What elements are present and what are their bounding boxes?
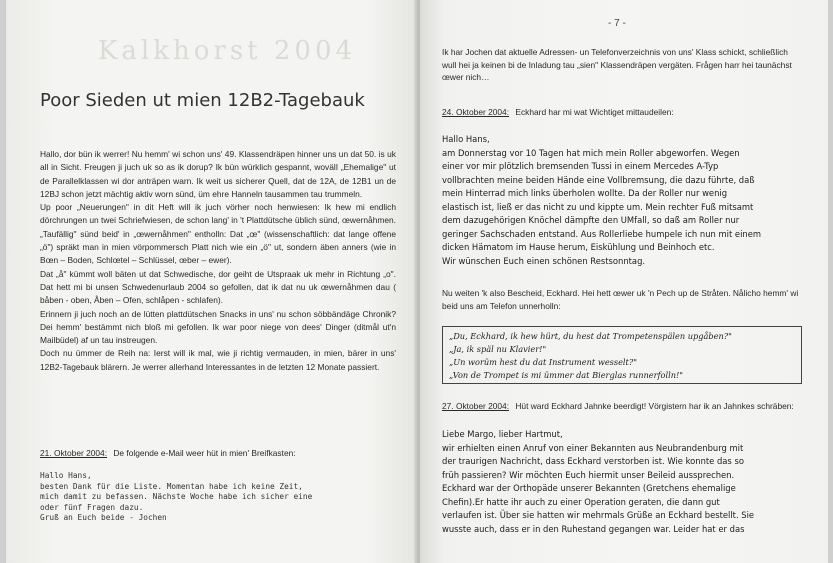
entry-text: De folgende e-Mail weer hüt in mien' Breifkasten: bbox=[113, 448, 296, 458]
entry-date: 24. Oktober 2004: bbox=[442, 107, 510, 117]
letter-line: mein Hinterrad mich links überholen wollte. Da der Roller nur wenig bbox=[442, 188, 728, 198]
joke-line: „Un worüm hest du dat Instrument wesselt?" bbox=[449, 357, 637, 367]
letter-line: wusste auch, dass er in den Ruhestand gegangen war. Leider hat er das bbox=[442, 523, 745, 534]
email-line: oder fünf Fragen dazu. bbox=[40, 502, 144, 512]
email-line: besten Dank für die Liste. Momentan habe ich keine Zeit, bbox=[40, 481, 303, 491]
letter-line: elastisch ist, ließ er das nicht zu und kippte um. Mein rechter Fuß mitsamt bbox=[442, 201, 754, 212]
letter-line: dem dazugehörigen Knöchel dämpfte den UMfall, so daß am Roller nur bbox=[442, 215, 740, 225]
entry-date: 21. Oktober 2004: bbox=[40, 448, 108, 458]
letter-line: Hallo Hans, bbox=[442, 134, 490, 144]
letter-line: einer vor mir plötzlich bremsenden Tussi in einem Mercedes A-Typ bbox=[442, 161, 719, 171]
diary-entry bbox=[40, 448, 396, 458]
middle-paragraph: Nu weiten 'k also Bescheid, Eckhard. Hei hett œwer uk 'n Pech up de Stråten. Nålicho hemm' wi beid uns am Telefon unnerholln: bbox=[442, 288, 799, 311]
paragraph: Hallo, dor bün ik werrer! Nu hemm' wi schon uns' 49. Klassendräpen hinner uns un dat 50. is uk all in Sicht. Freugen ji juch uk so as ik dorup? Ik bün würklich gespannt, wovälI „Ehemalige" ut de Parallelklassen wi dor anträpen warn. Ik weit us sicherer Quell, dat de 12A, de 12B1 un de 12BJ schon jetzt mächtig aktiv worn sünd, üm ehre Hanneln tausammen tau trummeln. bbox=[40, 149, 396, 199]
email-text bbox=[40, 471, 400, 524]
intro-text bbox=[40, 148, 396, 374]
entry-text: Eckhard har mi wat Wichtiget mittaudeilen: bbox=[515, 107, 674, 117]
letter-line: geringer Sachschaden entstand. Aus Rollerliebe humpele ich nun mit einem bbox=[442, 228, 762, 239]
letter-line: dicken Hämatom im Hause herum, Eiskühlung und Beinhoch etc. bbox=[442, 242, 715, 252]
joke-line: „Du, Eckhard, ik hew hürt, du hest dat Trompetenspälen upgåben?" bbox=[449, 331, 732, 341]
left-page bbox=[6, 0, 418, 563]
page-title: Poor Sieden ut mien 12B2-Tagebauk bbox=[40, 90, 365, 111]
joke-line: „Ja, ik späl nu Klavier!" bbox=[449, 344, 547, 354]
diary-entry bbox=[442, 400, 804, 413]
letter-line: früh passieren? Wir möchten Euch hiermit unser Beileid aussprechen. bbox=[442, 469, 735, 480]
show-through-text: Kalkhorst 2004 bbox=[98, 36, 357, 66]
paragraph: Dat „å" kümmt woll bäten ut dat Schwedische, dor geiht de Utspraak uk mehr in Richtung „o". Dat hett mi bi unsen Schwedenurlaub 2004 so gefollen, dat ik dat nu uk œwernåhmen dau ( båben - oben, Åben – Ofen, schlåpen - schlafen). bbox=[40, 268, 396, 306]
entry-date: 27. Oktober 2004: bbox=[442, 401, 510, 411]
letter-line: Chefin).Er hatte ihr auch zu einer Operation geraten, die dann gut bbox=[442, 496, 720, 507]
entry-text: Hüt ward Eckhard Jahnke beerdigt! Vörgistern har ik an Jahnkes schräben: bbox=[515, 401, 794, 411]
paragraph: Up poor „Neuerungen" in dit Heft will ik juch vörher noch henwiesen: Ik hew mi endlich dörchrungen un twei Schriefwiesen, de schon lang' in 't Plattdütsche üblich sünd, œwernåhmen. „Taufällig" sünd beid' in „œwernåhmen" entholln: Dat „œ" (wissenschaftlich: dat lange offene „ö") spräkt man in mien vörpommersch Platt nich wie ein „ö" ut, sondern äben anners (wie in Bœn – Boden, Schlœtel – Schlüssel, œber – ewer). bbox=[40, 202, 396, 266]
joke-line: „Von de Trompet is mi ümmer dat Bierglas runnerfolln!" bbox=[449, 370, 684, 380]
diary-entry bbox=[442, 106, 804, 119]
email-line: Hallo Hans, bbox=[40, 471, 92, 480]
page-number: - 7 - bbox=[608, 18, 626, 29]
letter-text bbox=[442, 133, 804, 268]
joke-box bbox=[442, 326, 802, 384]
paragraph: Doch nu ümmer de Reih na: Ierst will ik mal, wie ji richtig vermauden, in mien, bärer in uns' 12B2-Tagebauk blärern. Je werrer allerhand Interessantes in de letzten 12 Monate passiert. bbox=[40, 348, 396, 372]
letter-line: Liebe Margo, lieber Hartmut, bbox=[442, 429, 563, 439]
letter-line: Eckhard war der Orthopäde unserer Bekannten (Gretchens ehemalige bbox=[442, 483, 736, 493]
condolence-letter bbox=[442, 428, 804, 536]
intro-paragraph: Ik har Jochen dat aktuelle Adressen- un Telefonverzeichnis von uns' Klass schickt, schließlich wull hei ja keinen bi de Inladung tau „sien" Klassendräpen vergäten. Frågen harr hei taunächst œwer nich… bbox=[442, 47, 792, 82]
right-page bbox=[420, 0, 828, 563]
letter-line: vollbrachten meine beiden Hände eine Vollbremsung, die dazu führte, daß bbox=[442, 174, 755, 185]
paragraph: Erinnern ji juch noch an de lütten plattdütschen Snacks in uns' nu schon söbbändäge Chronik? Dei hemm' bestämmt nich bloß mi gefollen. Ik war poor niege von dees' Dinger (ditmål ut'n Mailbüdel) af un tau instreugen. bbox=[40, 308, 396, 346]
letter-line: Wir wünschen Euch einen schönen Restsonntag. bbox=[442, 255, 646, 266]
email-line: Gruß an Euch beide - Jochen bbox=[40, 513, 167, 523]
email-line: mich damit zu befassen. Nächste Woche habe ich sicher eine bbox=[40, 492, 313, 502]
letter-line: wir erhielten einen Anruf von einer Bekannten aus Neubrandenburg mit bbox=[442, 442, 744, 453]
letter-line: verlaufen ist. Über sie hatten wir mehrmals Grüße an Eckhard bestellt. Sie bbox=[442, 510, 755, 520]
letter-line: am Donnerstag vor 10 Tagen hat mich mein Roller abgeworfen. Wegen bbox=[442, 147, 740, 158]
letter-line: der traurigen Nachricht, dass Eckhard verstorben ist. Wie konnte das so bbox=[442, 456, 744, 466]
